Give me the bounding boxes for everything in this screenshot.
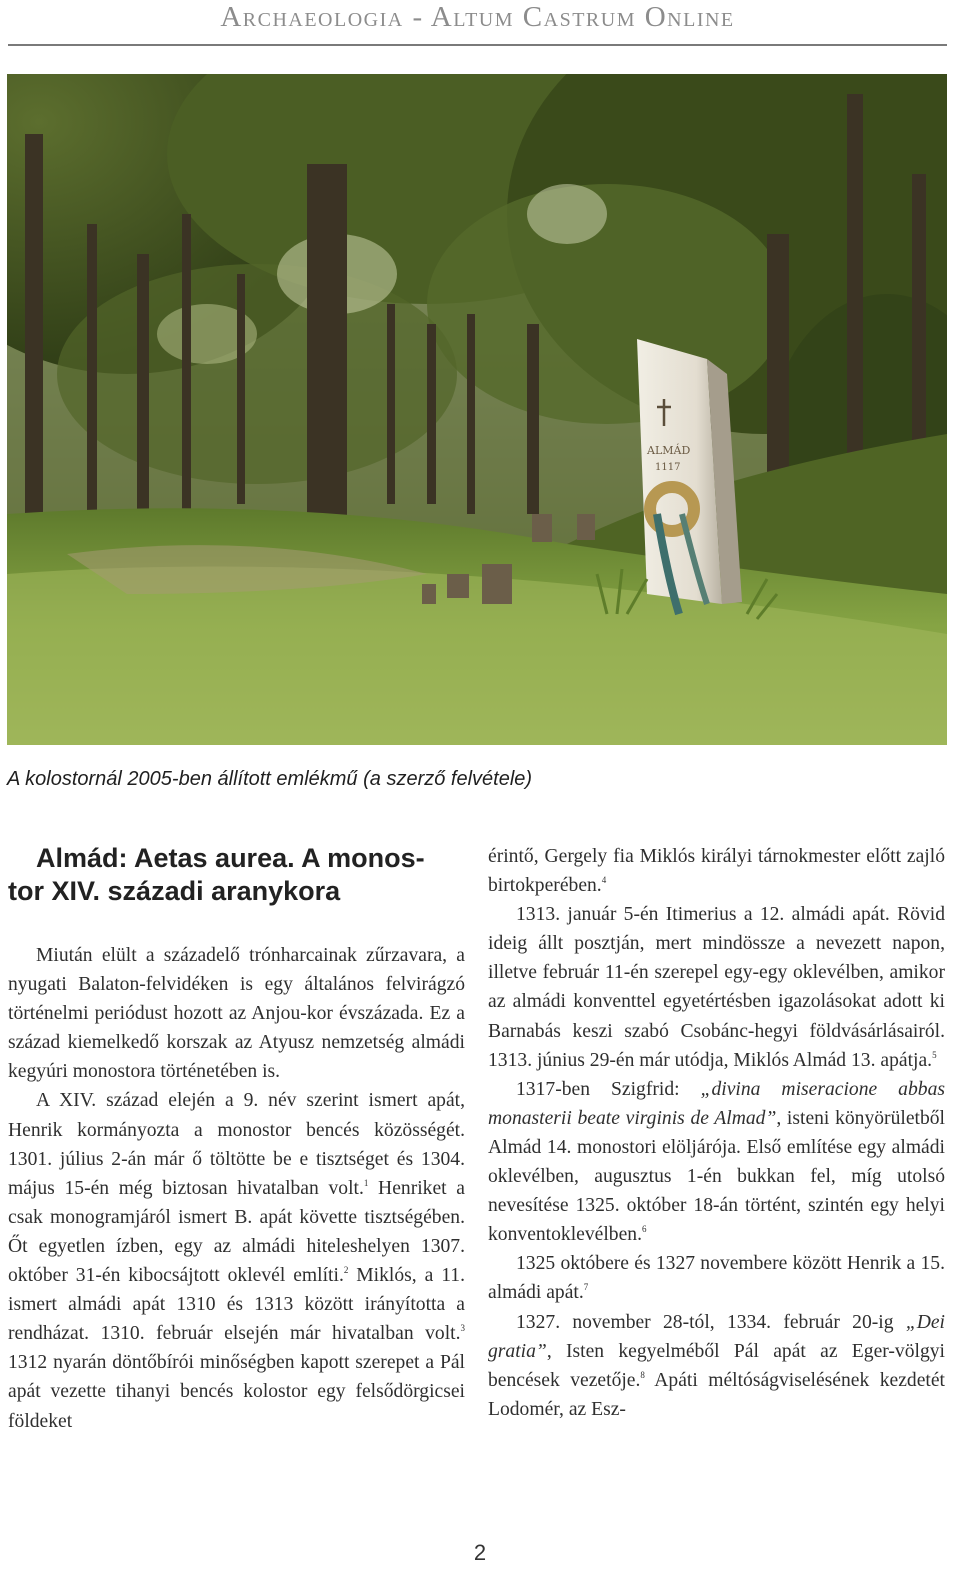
paragraph: 1317-ben Szigfrid: „divina miseracione abbas monasterii beate virginis de Almad”, isteni könyörületből Almád 14. monostori elöljárója. Első említése egy almádi oklevélben, augusztus 1-én bukkan fel, míg utolsó nevesítése 1325. október 18-án történt, szintén egy helyi konventoklevélben.$^6$ [488, 1078, 945, 1246]
paragraph: 1313. január 5-én Itimerius a 12. almádi apát. Rövid ideig állt posztján, mert mindössze a nevezett napon, illetve február 11-én szerepel egy-egy oklevélben, amikor az almádi konventtel egyetértésben igazolásokat adott ki Barnabás keszi szabó Csobánc-hegyi földvásárlásairól. 1313. június 29-én már utódja, Miklós Almád 13. apátja.$^5$ [488, 904, 945, 1071]
paragraph: 1325 októbere és 1327 novembere között Henrik a 15. almádi apát.$^7$ [488, 1253, 945, 1304]
paragraph: 1327. november 28-tól, 1334. február 20-ig „Dei gratia”, Isten kegyelméből Pál apát az Eger-völgyi bencések vezetője.$^8$ Apáti méltóságviselésének kezdetét Lodomér, az Esz- [488, 1311, 945, 1420]
footnote-ref: 1 [363, 1177, 369, 1188]
footnote-ref: 2 [343, 1265, 349, 1276]
stone-inscription-year: 1117 [655, 462, 681, 473]
forest-memorial-image [7, 74, 947, 745]
memorial-photo [7, 74, 947, 745]
footnote-ref: 7 [583, 1282, 589, 1293]
paragraph: Miután elült a századelő trónharcainak zűrzavara, a nyugati Balaton-felvidéken is egy általános felvirágzó történelmi periódust hozott az Anjou-kor évszázada. Ez a század kiemelkedő korszak az Atyusz nemzetség almádi kegyúri monostora történetében is. [8, 945, 465, 1083]
running-header [8, 0, 947, 46]
article-title-line-2: tor XIV. századi aranykora [8, 876, 341, 906]
text-column-left [8, 842, 465, 1436]
footnote-ref: 6 [642, 1224, 647, 1235]
footnote-ref: 3 [460, 1323, 465, 1334]
paragraph: érintő, Gergely fia Miklós királyi tárnokmester előtt zajló birtokperében.$^4$ [488, 846, 945, 897]
footnote-ref: 5 [932, 1049, 937, 1060]
footnote-ref: 4 [601, 875, 607, 886]
text-column-right [488, 842, 945, 1424]
footnote-ref: 8 [640, 1369, 645, 1380]
page-number: 2 [473, 1540, 487, 1565]
article-title [8, 842, 465, 908]
paragraph: A XIV. század elején a 9. név szerint ismert apát, Henrik kormányozta a monostor bencés közösségét. 1301. július 2-án már ő töltötte be e tisztséget és 1304. május 15-én még biztosan hivatalban volt.$^1$ Henriket a csak monogramjáról ismert B. apát követte tisztségében. Őt egyetlen ízben, egy az almádi hiteleshelyen 1307. október 31-én kibocsájtott oklevél említi.$^2$ Miklós, a 11. ismert almádi apát 1310 és 1313 között irányította a rendházat. 1310. február elsején már hivatalban volt.$^3$ 1312 nyarán döntőbírói minőségben kapott szerepet a Pál apát vezette tihanyi bencés kolostor egy felsődörgicsei földeket [8, 1090, 465, 1432]
article-title-line-1: Almád: Aetas aurea. A monos- [36, 843, 425, 873]
stone-inscription-name: ALMÁD [647, 444, 691, 457]
header-title: Archaeologia - Altum Castrum Online [220, 1, 735, 33]
photo-caption: A kolostornál 2005-ben állított emlékmű (a szerző felvétele) [7, 768, 533, 790]
